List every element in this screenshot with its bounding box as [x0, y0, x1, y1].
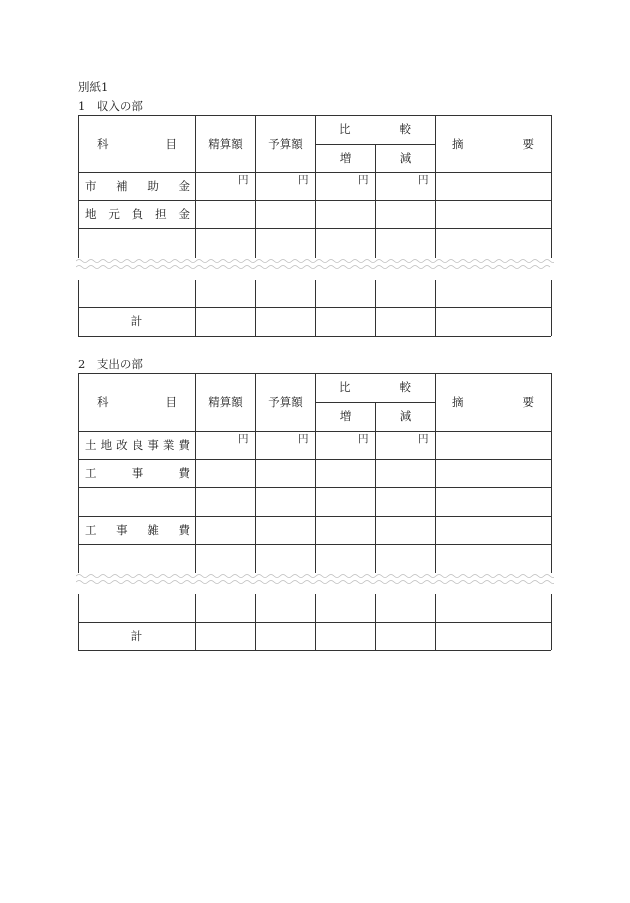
income-yen-settled: 円 — [238, 174, 249, 186]
expense-header-settled: 精算額 — [208, 395, 243, 409]
expense-yen-increase: 円 — [358, 433, 369, 445]
income-yen-increase: 円 — [358, 174, 369, 186]
expense-header-decrease: 減 — [399, 409, 412, 423]
income-yen-budget: 円 — [298, 174, 309, 186]
income-yen-decrease: 円 — [418, 174, 429, 186]
income-row-local-share: 地 元 負 担 金 — [85, 207, 190, 221]
table-break-wave — [76, 258, 554, 270]
expense-yen-budget: 円 — [298, 433, 309, 445]
income-header-remarks: 摘 要 — [452, 137, 534, 151]
expense-row-land-improvement: 土 地 改 良 事 業 費 — [85, 438, 190, 452]
expense-row-misc-construction: 工 事 雑 費 — [85, 523, 190, 537]
expense-yen-settled: 円 — [238, 433, 249, 445]
income-header-compare: 比 較 — [339, 122, 411, 136]
expense-total-label: 計 — [130, 629, 143, 643]
income-header-settled: 精算額 — [208, 137, 243, 151]
expense-yen-decrease: 円 — [418, 433, 429, 445]
income-header-item: 科 目 — [97, 137, 177, 151]
expense-header-budget: 予算額 — [268, 395, 303, 409]
expense-header-item: 科 目 — [97, 395, 177, 409]
income-header-budget: 予算額 — [268, 137, 303, 151]
table-break-wave — [76, 573, 554, 585]
annex-label: 別紙1 — [78, 80, 109, 94]
income-row-city-subsidy: 市 補 助 金 — [85, 179, 190, 193]
expense-row-construction: 工 事 費 — [85, 466, 190, 480]
income-total-label: 計 — [130, 314, 143, 328]
income-header-decrease: 減 — [399, 151, 412, 165]
expense-header-increase: 増 — [339, 409, 352, 423]
income-header-increase: 増 — [339, 151, 352, 165]
income-section-title: 1 収入の部 — [78, 99, 143, 113]
expense-header-compare: 比 較 — [339, 380, 411, 394]
expense-section-title: 2 支出の部 — [78, 357, 143, 371]
expense-header-remarks: 摘 要 — [452, 395, 534, 409]
